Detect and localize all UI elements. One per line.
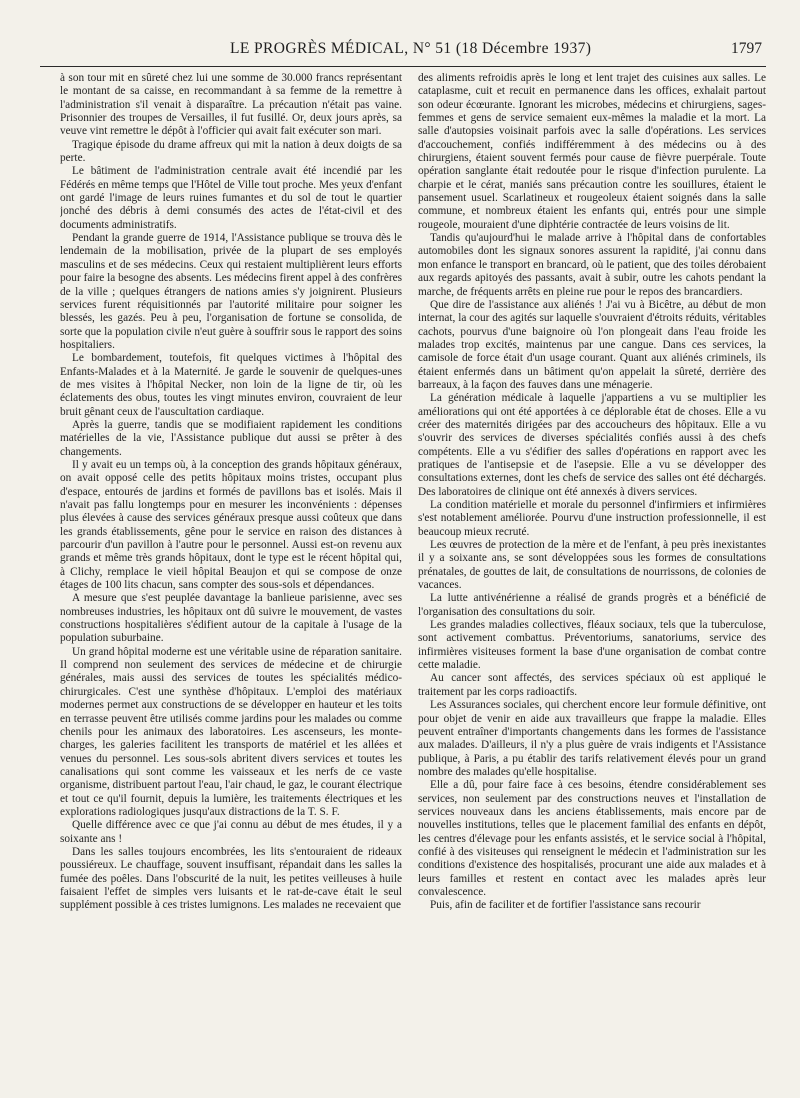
- paragraph: Il y avait eu un temps où, à la conception des grands hôpitaux généraux, on avait opposé celle des petits hôpitaux moins tristes, occupant plus d'espace, entourés de jardins et formés de pavillons bas et isolés. Mais il n'avait pas fallu longtemps pour en mesurer les inconvénients : dépenses plus élevées à cause des services généraux presque aussi coûteux que dans les grands établissements, gêne pour le service en raison des distances à parcourir d'un pavillon à l'autre pour le personnel. Aussi est-on revenu aux grands et même très grands hôpitaux, dont le type est le récent hôpital qui, à Clichy, remplace le vieil hôpital Beaujon et qui se compose de onze étages de 100 lits chacun, sans compter des sous-sols et dépendances.: [60, 458, 402, 592]
- paragraph: Quelle différence avec ce que j'ai connu au début de mes études, il y a soixante ans !: [60, 819, 402, 845]
- paragraph: Les Assurances sociales, qui cherchent encore leur formule définitive, ont pour objet de venir en aide aux travailleurs que frappe la maladie. Elles peuvent entraîner d'importants changements dans les formes de l'assistance aux malades. D'ailleurs, il n'y a plus guère de vrais indigents et l'Assistance publique, à Paris, a pu établir des tarifs relativement élevés pour un grand nombre des malades qu'elle hospitalise.: [418, 699, 766, 778]
- paragraph: Que dire de l'assistance aux aliénés ! J'ai vu à Bicêtre, au début de mon internat, la cour des agités sur laquelle s'ouvraient d'étroits réduits, véritables cachots, pourvus d'une baignoire où l'on plongeait dans l'eau froide les malades trop excités, maintenus par une cangue. Dans ces services, la camisole de force était d'un usage courant. Quant aux aliénés criminels, ils étaient enfermés dans un bâtiment qu'on appelait la sûreté, derrière des barreaux, à la façon des fauves dans une ménagerie.: [418, 298, 766, 391]
- paragraph: Les grandes maladies collectives, fléaux sociaux, tels que la tuberculose, sont activement combattus. Préventoriums, sanatoriums, service des infirmières visiteuses forment la base d'une organisation de combat contre cette maladie.: [418, 619, 766, 672]
- paragraph: A mesure que s'est peuplée davantage la banlieue parisienne, avec ses nombreuses industries, les hôpitaux ont dû suivre le mouvement, de vastes constructions hospitalières s'édifient autour de la capitale à l'usage de la population suburbaine.: [60, 592, 402, 645]
- text-columns: [40, 72, 766, 1082]
- paragraph: Tandis qu'aujourd'hui le malade arrive à l'hôpital dans de confortables automobiles dont les signaux sonores assurent la rapidité, j'ai connu dans mon enfance le transport en brancard, où le patient, que des toiles dérobaient aux regards apitoyés des passants, avait à subir, outre les cahots pendant la marche, de fréquents arrêts en pleine rue pour le repos des brancardiers.: [418, 232, 766, 298]
- paragraph: Puis, afin de faciliter et de fortifier l'assistance sans recourir: [430, 899, 701, 912]
- paragraph: Le bombardement, toutefois, fit quelques victimes à l'hôpital des Enfants-Malades et à la Maternité. Je garde le souvenir de quelques-unes de mes visites à l'hôpital Necker, non loin de la ligne de tir, où les éclatements des obus, toutes les vingt minutes environ, couvraient de leur bruit gênant ceux de l'auscultation cardiaque.: [60, 352, 402, 418]
- journal-title: LE PROGRÈS MÉDICAL, N° 51 (18 Décembre 1937): [230, 40, 592, 57]
- paragraph: à son tour mit en sûreté chez lui une somme de 30.000 francs représentant le montant de sa caisse, en recommandant à sa femme de la remettre à l'administration s'il venait à disparaître. La précaution n'était pas vaine. Prisonnier des troupes de Versailles, il fut fusillé. Or, deux jours après, sa veuve vint remettre le dépôt à l'officier qui avait fait exécuter son mari.: [60, 72, 402, 138]
- paragraph: Pendant la grande guerre de 1914, l'Assistance publique se trouva dès le lendemain de la mobilisation, privée de la plupart de ses employés masculins et de ses médecins. Ceux qui restaient multiplièrent leurs efforts pour faire la besogne des absents. Les médecins firent appel à des confrères de la ville ; quelques étrangers de nations amies s'y joignirent. Plusieurs services furent réquisitionnés par l'autorité militaire pour soigner les blessés, les gazés. Peu à peu, l'organisation de fortune se consolida, de sorte que la population civile n'eut guère à souffrir sous le rapport des soins hospitaliers.: [60, 232, 402, 351]
- paragraph: Après la guerre, tandis que se modifiaient rapidement les conditions matérielles de la vie, l'Assistance publique dut aussi se prêter à des changements.: [60, 418, 402, 458]
- paragraph: Au cancer sont affectés, des services spéciaux où est appliqué le traitement par les corps radioactifs.: [418, 672, 766, 698]
- right-column: [418, 72, 766, 1082]
- paragraph: La génération médicale à laquelle j'appartiens a vu se multiplier les améliorations qui ont été apportées à ce déplorable état de choses. Elle a vu créer des maternités dirigées par des accoucheurs des hôpitaux. Elle a vu s'ouvrir des services de diverses spécialités confiés aussi à des chefs compétents. Elle a vu s'édifier des salles d'opérations en rapport avec les pratiques de l'antisepsie et de l'asepsie. Elle a vu se développer des consultations externes, dont les chefs de service des salles ont été déchargés. Des laboratoires de clinique ont été annexés à divers services.: [418, 392, 766, 498]
- paragraph: La condition matérielle et morale du personnel d'infirmiers et infirmières s'est notablement améliorée. Pourvu d'une instruction professionnelle, il est beaucoup mieux recruté.: [418, 499, 766, 538]
- paragraph: Dans les salles toujours encombrées, les lits s'entouraient de rideaux poussiéreux. Le chauffage, souvent insuffisant, répandait dans les salles la fumée des poêles. Dans l'obscurité de la nuit, les petites veilleuses à huile faisaient l'effet de simples vers luisants et le rat-de-cave était le seul supplément possible à ces tristes lumignons. Les malades ne recevaient que: [60, 845, 402, 912]
- left-column: [60, 72, 402, 1082]
- paragraph: Les œuvres de protection de la mère et de l'enfant, à peu près inexistantes il y a soixante ans, se sont développées sous les formes de consultations prénatales, de gouttes de lait, de consultations de nourrissons, de colonies de vacances.: [418, 539, 766, 592]
- running-header: [40, 40, 766, 67]
- paragraph: Tragique épisode du drame affreux qui mit la nation à deux doigts de sa perte.: [60, 138, 402, 165]
- paragraph: Le bâtiment de l'administration centrale avait été incendié par les Fédérés en même temps que l'Hôtel de Ville tout proche. Mes yeux d'enfant ont gardé l'image de leurs ruines fumantes et du sol de tout le quartier jonché des débris à demi consumés des actes de l'état-civil et des documents administratifs.: [60, 165, 402, 231]
- paragraph: Un grand hôpital moderne est une véritable usine de réparation sanitaire. Il comprend non seulement des services de médecine et de chirurgie générales, mais aussi des services de toutes les spécialités médico-chirurgicales. C'est une synthèse d'hôpitaux. L'emploi des matériaux modernes permet aux constructions de se développer en hauteur et les toits en terrasse peuvent être utilisés comme jardins pour les malades ou comme chenils pour les animaux des laboratoires. Les ascenseurs, les monte-charges, les galeries facilitent les transports de matériel et les allées et venues du personnel. Les sous-sols abritent divers services et toutes les canalisations qui sont comme les vaisseaux et les nerfs de ce vaste organisme, distribuent partout l'eau, l'air chaud, le gaz, le courant électrique et tout ce qu'il fournit, depuis la lumière, les traitements électriques et les explorations radiologiques jusqu'aux distractions de la T. S. F.: [60, 645, 402, 818]
- paragraph: des aliments refroidis après le long et lent trajet des cuisines aux salles. Le cataplasme, cuit et recuit en permanence dans les offices, exhalait partout son odeur écœurante. Ignorant les microbes, médecins et chirurgiens, sages-femmes et gens de service semaient eux-mêmes la maladie et la mort. La salle d'autopsies voisinait parfois avec la salle d'opérations. Les services d'accouchement, confiés indifféremment à des médecins ou à des chirurgiens, étaient souvent fermés pour cause de fièvre puerpérale. Toute opération sanglante était redoutée pour le risque d'infection purulente. La charpie et le cérat, maniés sans précaution contre les souillures, étaient le pansement usuel. Scarlatineux et rougeoleux étaient soignés dans la salle commune, et nombreux étaient les enfants qui, entrés pour une simple rougeole, mouraient d'une diphtérie contractée de leurs voisins de lit.: [418, 72, 766, 231]
- paragraph: Elle a dû, pour faire face à ces besoins, étendre considérablement ses services, non seulement par des constructions neuves et l'installation de services nouveaux dans les anciens établissements, mais encore par de nouvelles institutions, telles que le placement familial des enfants en dépôt, les centres d'élevage pour les enfants assistés, et le service social à l'hôpital, confié à des visiteuses qui renseignent le médecin et l'administration sur les conditions d'existence des hospitalisés, procurant une aide aux malades et à leurs familles et restent en contact avec les malades après leur convalescence.: [418, 779, 766, 898]
- paragraph: La lutte antivénérienne a réalisé de grands progrès et a bénéficié de l'organisation des consultations du soir.: [418, 592, 766, 618]
- page-number: 1797: [731, 40, 762, 57]
